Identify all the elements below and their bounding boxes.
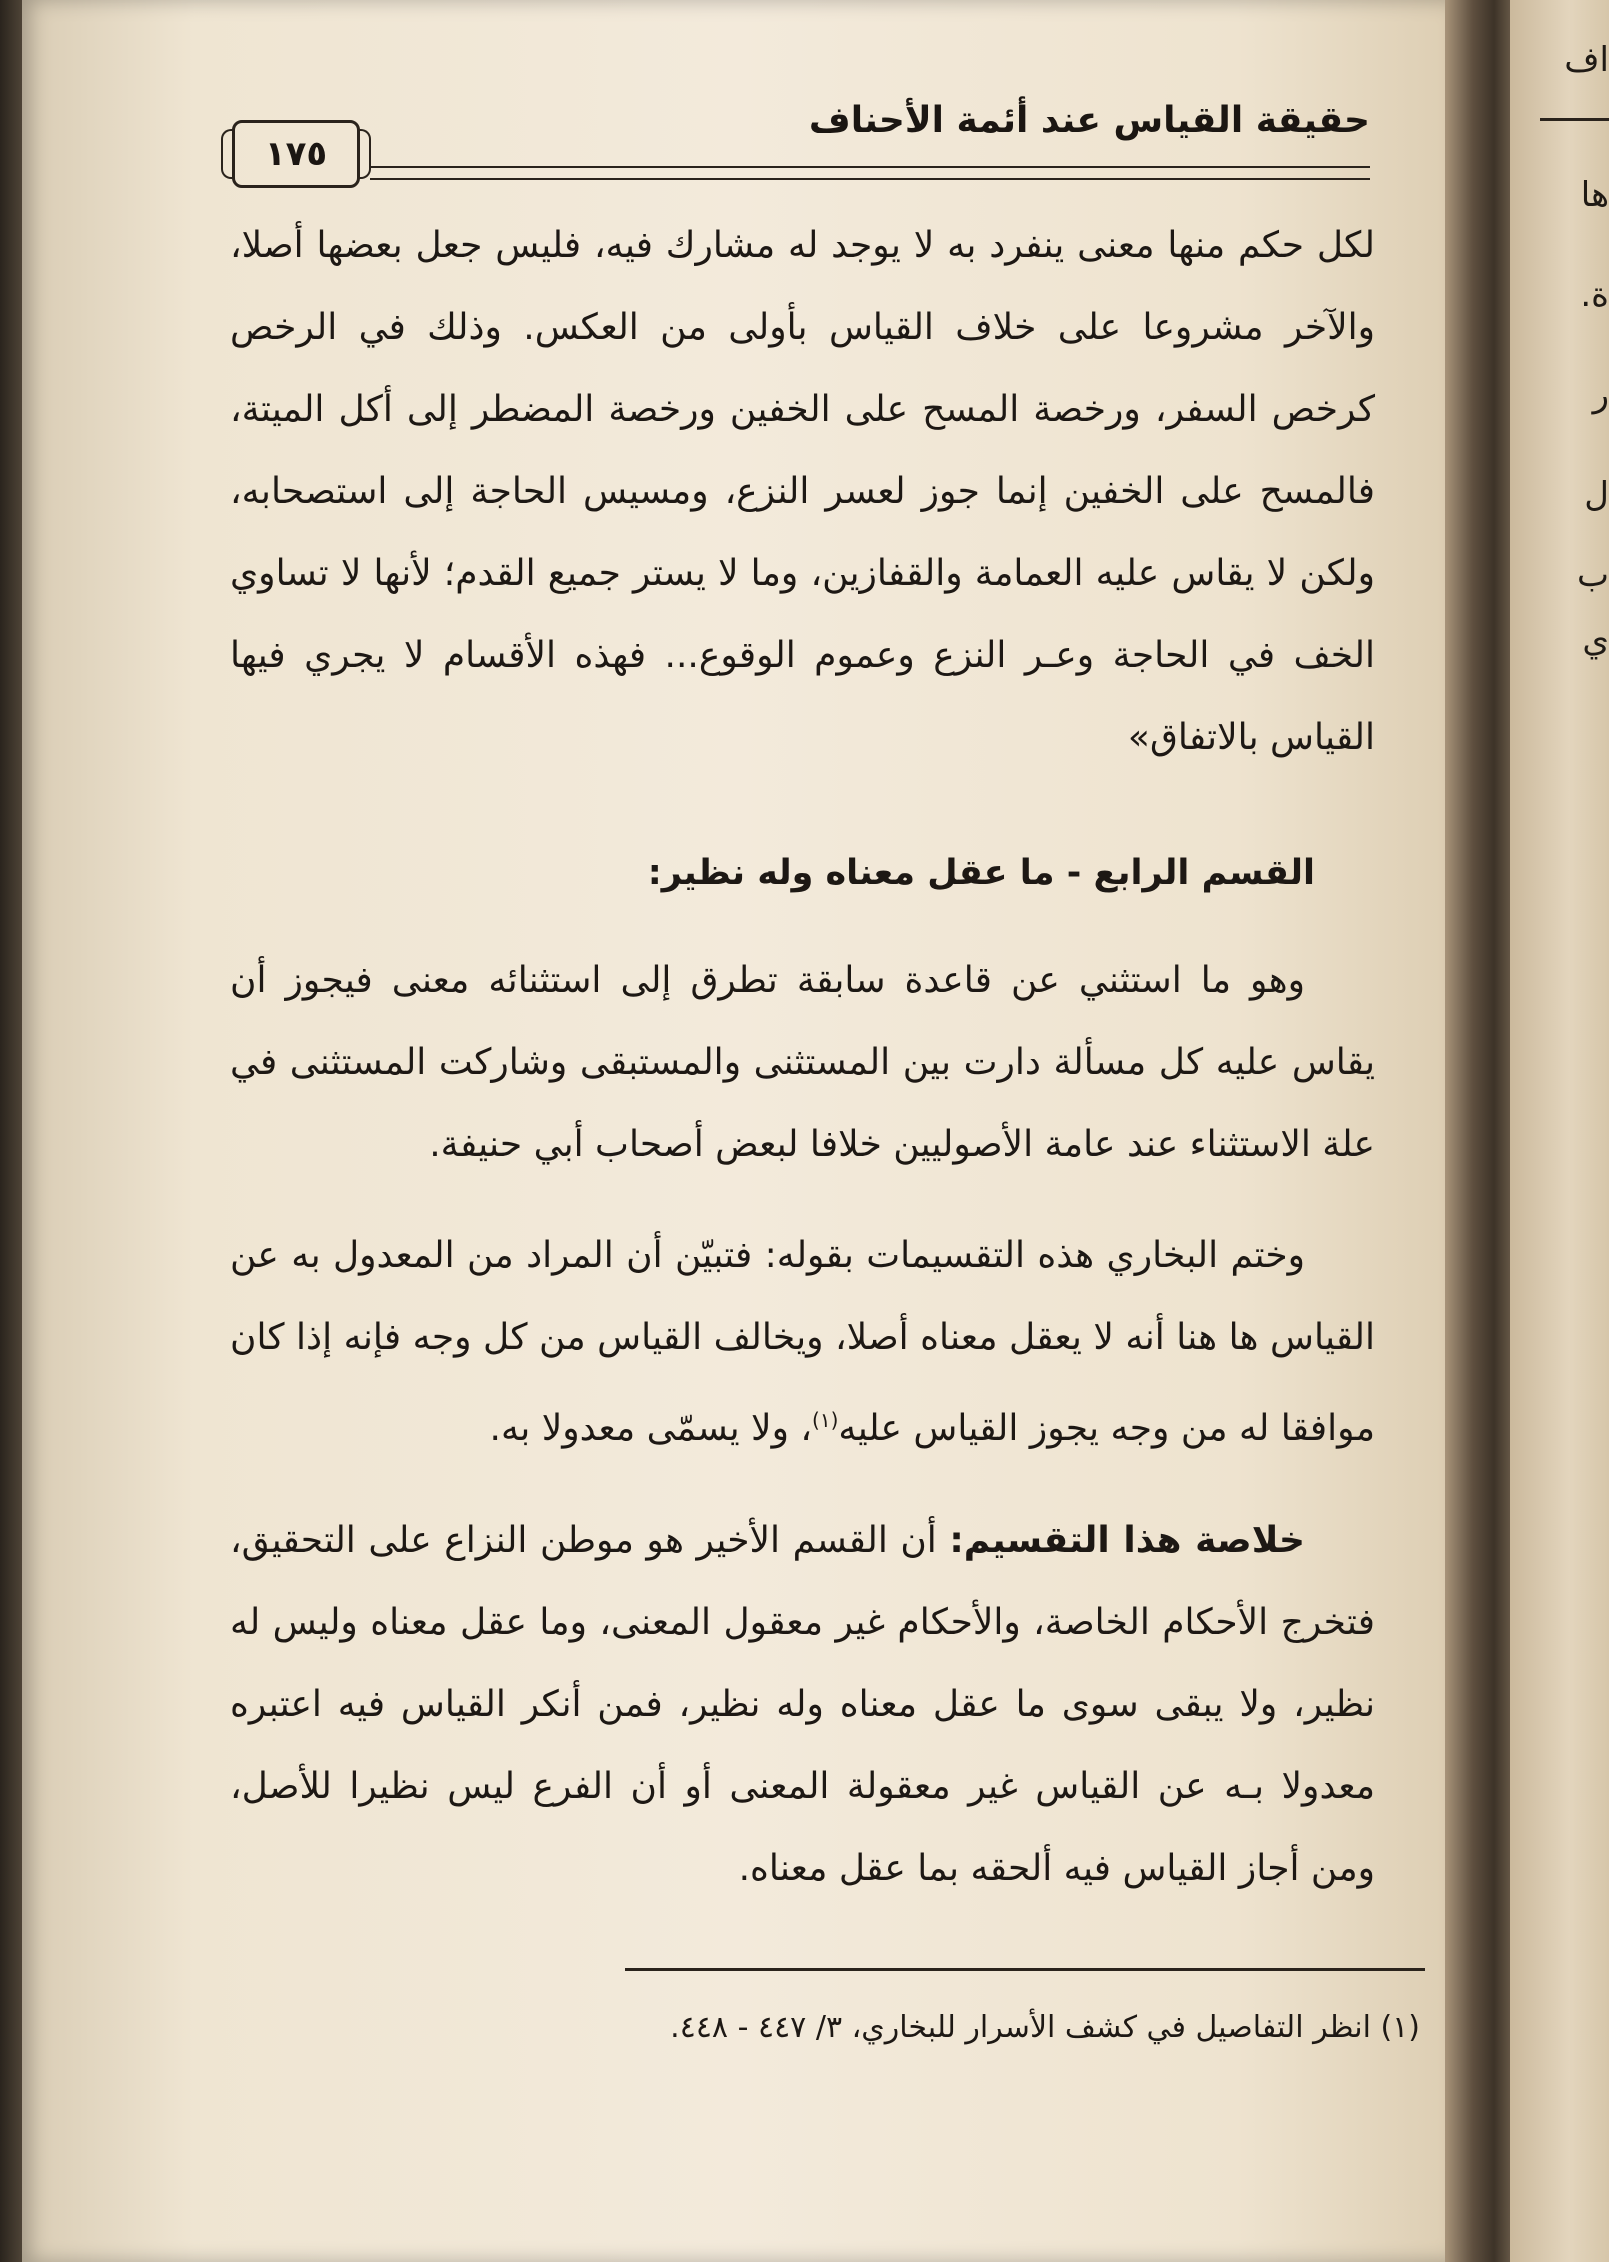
- running-header-title: حقيقة القياس عند أئمة الأحناف: [808, 100, 1370, 141]
- paragraph-text: [230, 1215, 1375, 1470]
- facing-page-fragment: ل: [1584, 475, 1609, 515]
- paragraph-summary: [230, 1500, 1375, 1910]
- summary-lead-bold: خلاصة هذا التقسيم:: [949, 1520, 1305, 1561]
- section-heading: القسم الرابع - ما عقل معناه وله نظير:: [647, 853, 1315, 893]
- header-double-rule: [370, 166, 1370, 180]
- paragraph-text-run: أن القسم الأخير هو موطن النزاع على التحقيق، فتخرج الأحكام الخاصة، والأحكام غير معقول المعنى، وما عقل معناه وليس له نظير، ولا يبقى سوى ما عقل معناه وله نظير، فمن أنكر القياس فيه اعتبره معدولا بـه عن القياس غير معقولة المعنى أو أن الفرع ليس نظيرا للأصل، ومن أجاز القياس فيه ألحقه بما عقل معناه.: [230, 1520, 1375, 1889]
- facing-page-sliver: [1510, 0, 1609, 2262]
- footnote-text: (١) انظر التفاصيل في كشف الأسرار للبخاري، ٣/ ٤٤٧ - ٤٤٨.: [670, 2010, 1420, 2045]
- paragraph-section-four: [230, 940, 1375, 1186]
- book-gutter: [1445, 0, 1515, 2262]
- paragraph-bukhari-conclusion: [230, 1215, 1375, 1470]
- paragraph-text: [230, 1500, 1375, 1910]
- facing-page-fragment: ب: [1576, 555, 1609, 595]
- paragraph-continuation: [230, 205, 1375, 779]
- section-heading-block: [230, 832, 1375, 914]
- paragraph-text: لكل حكم منها معنى ينفرد به لا يوجد له مشارك فيه، فليس جعل بعضها أصلا، والآخر مشروعا على خلاف القياس بأولى من العكس. وذلك في الرخص كرخص السفر، ورخصة المسح على الخفين ورخصة المضطر إلى أكل الميتة، فالمسح على الخفين إنما جوز لعسر النزع، ومسيس الحاجة إلى استصحابه، ولكن لا يقاس عليه العمامة والقفازين، وما لا يستر جميع القدم؛ لأنها لا تساوي الخف في الحاجة وعـر النزع وعموم الوقوع... فهذه الأقسام لا يجري فيها القياس بالاتفاق»: [230, 225, 1375, 758]
- page-number: ١٧٥: [232, 120, 360, 188]
- paragraph-text-run: وختم البخاري هذه التقسيمات بقوله: فتبيّن أن المراد من المعدول به عن القياس ها هنا أنه لا يعقل معناه أصلا، ويخالف القياس من كل وجه فإنه إذا كان موافقا له من وجه يجوز القياس عليه: [230, 1235, 1375, 1449]
- paragraph-text: وهو ما استثني عن قاعدة سابقة تطرق إلى استثنائه معنى فيجوز أن يقاس عليه كل مسألة دارت بين المستثنى والمستبقى وشاركت المستثنى في علة الاستثناء عند عامة الأصوليين خلافا لبعض أصحاب أبي حنيفة.: [230, 960, 1375, 1165]
- footnote-marker: (١): [812, 1408, 839, 1432]
- footnote-rule: [625, 1968, 1425, 1971]
- facing-page-fragment: ة.: [1580, 275, 1609, 315]
- facing-page-fragment: ها: [1580, 175, 1609, 215]
- facing-page-header-rule: [1540, 118, 1609, 121]
- facing-page-fragment: ي: [1582, 620, 1609, 660]
- facing-page-fragment: اف: [1564, 40, 1609, 80]
- paragraph-text-run: ، ولا يسمّى معدولا به.: [489, 1408, 813, 1449]
- facing-page-fragment: ر: [1592, 375, 1609, 415]
